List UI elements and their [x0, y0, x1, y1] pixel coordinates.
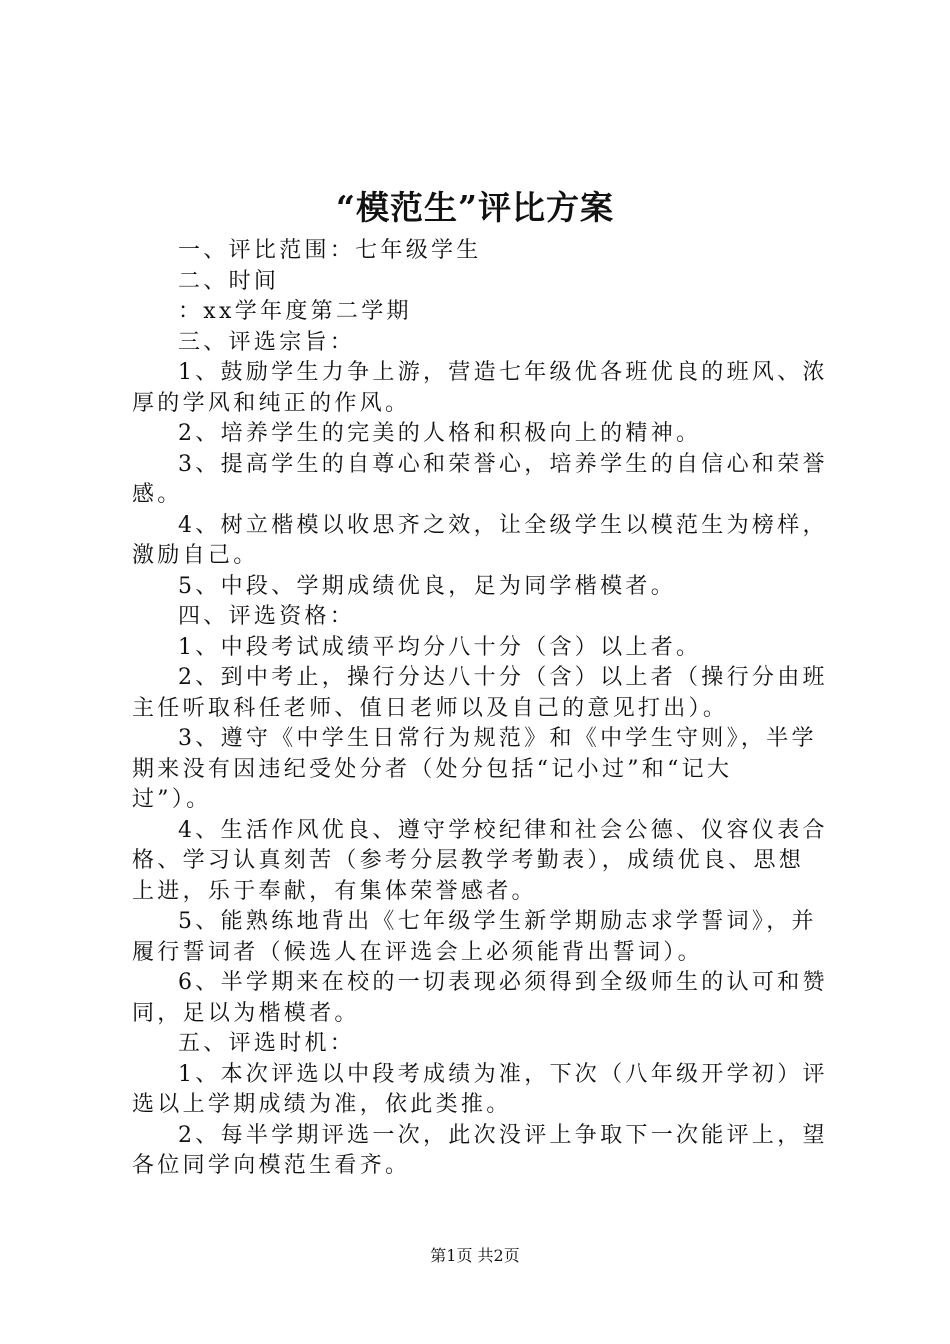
text-line: ：xx学年度第二学期 [178, 299, 412, 324]
text-line: 1、鼓励学生力争上游，营造七年级优各班优良的班风、浓 [178, 360, 828, 385]
text-line: 3、提高学生的自尊心和荣誉心，培养学生的自信心和荣誉 [178, 451, 828, 477]
text-line: 2、到中考止，操行分达八十分（含）以上者（操行分由班 [178, 665, 828, 690]
text-line: 4、生活作风优良、遵守学校纪律和社会公德、仪容仪表合 [178, 817, 828, 843]
text-line: 履行誓词者（候选人在评选会上必须能背出誓词）。 [132, 939, 703, 965]
text-line: 4、树立楷模以收思齐之效，让全级学生以模范生为榜样， [178, 512, 828, 538]
text-line: 5、能熟练地背出《七年级学生新学期励志求学誓词》，并 [178, 909, 817, 934]
text-line: 2、每半学期评选一次，此次没评上争取下一次能评上，望 [178, 1122, 828, 1148]
text-line: 格、学习认真刻苦（参考分层教学考勤表），成绩优良、思想 [132, 848, 805, 873]
text-line: 2、培养学生的完美的人格和积极向上的精神。 [178, 421, 702, 446]
text-line: 各位同学向模范生看齐。 [132, 1153, 411, 1178]
text-line: 上进，乐于奉献，有集体荣誉感者。 [132, 878, 537, 904]
document-title: “模范生”评比方案 [336, 188, 614, 227]
text-line: 1、本次评选以中段考成绩为准，下次（八年级开学初）评 [178, 1061, 828, 1087]
text-line: 感。 [132, 482, 183, 507]
text-line: 厚的学风和纯正的作风。 [132, 390, 411, 416]
text-line: 1、中段考试成绩平均分八十分（含）以上者。 [178, 634, 702, 660]
document-body [132, 236, 832, 1182]
text-line: 过”）。 [132, 787, 212, 812]
text-line: 四、评选资格： [178, 604, 356, 629]
page-footer: 第1页 共2页 [430, 1246, 520, 1265]
text-line: 五、评选时机： [178, 1031, 356, 1056]
text-line: 期来没有因违纪受处分者（处分包括“记小过”和“记大 [132, 756, 733, 782]
text-line: 主任听取科任老师、值日老师以及自己的意见打出）。 [132, 695, 729, 721]
text-line: 3、遵守《中学生日常行为规范》和《中学生守则》，半学 [178, 726, 817, 751]
text-line: 6、半学期来在校的一切表现必须得到全级师生的认可和赞 [178, 970, 828, 995]
text-line: 同，足以为楷模者。 [132, 1000, 360, 1026]
text-line: 选以上学期成绩为准，依此类推。 [132, 1092, 512, 1117]
text-line: 5、中段、学期成绩优良，足为同学楷模者。 [178, 573, 676, 599]
text-line: 一、评比范围：七年级学生 [178, 238, 482, 263]
text-line: 三、评选宗旨： [178, 329, 356, 355]
text-line: 二、时间 [178, 268, 280, 294]
text-line: 激励自己。 [132, 543, 259, 568]
